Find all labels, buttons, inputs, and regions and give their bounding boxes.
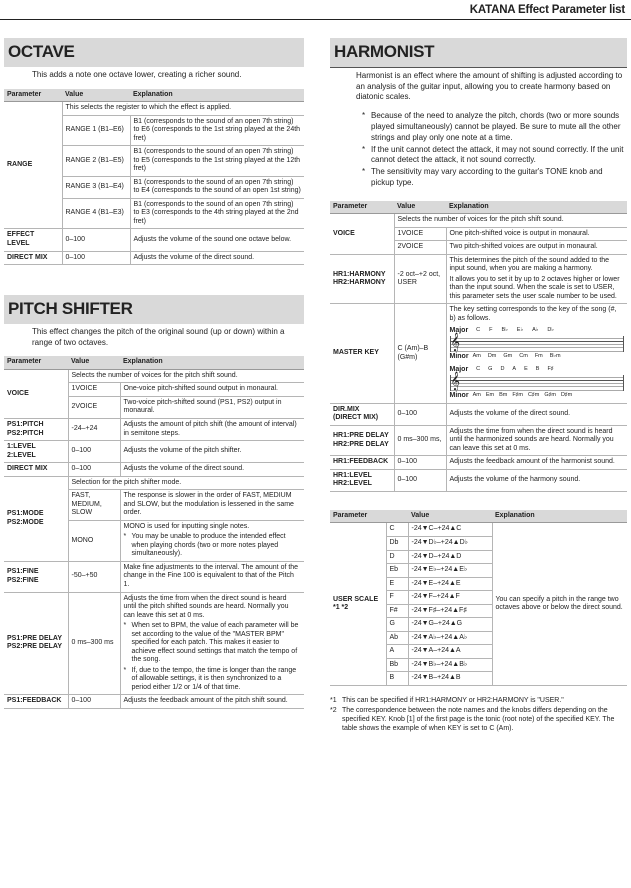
pitch-shifter-title: PITCH SHIFTER (4, 295, 304, 324)
param-line: PS1:MODE (7, 510, 44, 518)
list-item: * If the unit cannot detect the attack, it may not sound correctly. If the unit cannot detect the attack, it not sound correctly. (362, 145, 625, 167)
key-name: B♭m (549, 353, 561, 360)
note-cell: A (386, 645, 408, 659)
treble-clef-icon: 𝄞 (450, 371, 460, 391)
key-name: D♭ (547, 326, 554, 333)
param-cell (330, 425, 394, 456)
voice-intro: Selects the number of voices for the pitch shift sound. (394, 214, 627, 228)
major-label: Major (449, 365, 469, 373)
predelay-text: Adjusts the time from when the direct sound is heard until the pitch shifted sounds are heard. Normally you can leave this set at 0 ms. (123, 594, 289, 619)
predelay-note: * When set to BPM, the value of each parameter will be set according to the value of the "MASTER BPM" specified for each patch. This makes it easier to achieve effect sound settings that match the tempo of the song. (124, 622, 302, 665)
param-cell (4, 419, 68, 441)
footnote-text: This can be specified if HR1:HARMONY or HR2:HARMONY is "USER." (342, 696, 564, 704)
explanation-cell: Adjusts the time from when the direct sound is heard until the harmonized sounds are heard. Normally you can leave this set at 0 ms. (446, 425, 627, 456)
param-line: HR1:LEVEL (333, 471, 372, 479)
key-name: E♭ (516, 326, 524, 333)
table-row (4, 476, 304, 490)
explanation-cell: B1 (corresponds to the sound of an open 7th string) to E4 (corresponds to the sound of an open 1st string) (130, 176, 304, 198)
octave-intro: This adds a note one octave lower, creating a richer sound. (32, 69, 242, 79)
explanation-cell (120, 520, 304, 561)
param-line: USER SCALE (333, 595, 379, 603)
col-explanation: Explanation (492, 510, 627, 523)
value-cell: RANGE 3 (B1–E4) (62, 176, 130, 198)
table-row (330, 469, 627, 491)
key-name: F (489, 326, 493, 333)
staff-flats (450, 332, 625, 352)
note-cell: C (386, 523, 408, 537)
param-line: PS2:MODE (7, 518, 44, 526)
value-cell: 0–100 (62, 229, 130, 251)
explanation-cell: Adjusts the volume of the direct sound. (120, 463, 304, 477)
key-name: D (500, 365, 505, 372)
param-line: 1:LEVEL (7, 443, 36, 451)
col-explanation: Explanation (130, 89, 304, 102)
key-name: G (488, 365, 493, 372)
key-signature-flats (450, 327, 625, 362)
key-name: Am (472, 392, 481, 399)
table-row (330, 425, 627, 456)
value-cell: C (Am)–B (G#m) (394, 304, 446, 403)
param-cell: MASTER KEY (330, 304, 394, 403)
value-cell: RANGE 4 (B1–E3) (62, 198, 130, 229)
explanation-cell: Adjusts the amount of pitch shift (the amount of interval) in semitone steps. (120, 419, 304, 441)
key-name: D♯m (560, 392, 573, 399)
value-cell: -24▼A–+24▲A (408, 645, 492, 659)
param-cell (4, 441, 68, 463)
explanation-cell: Two-voice pitch-shifted sound (PS1, PS2) output in monaural. (120, 396, 304, 418)
value-cell: 0–100 (394, 403, 446, 425)
value-cell: -24▼E♭–+24▲E♭ (408, 564, 492, 578)
explanation-cell: The response is slower in the order of FAST, MEDIUM and SLOW, but the modulation is lessened in the same order. (120, 490, 304, 521)
explanation-cell: B1 (corresponds to the sound of an open 7th string) to E6 (corresponds to the 1st string played at the 24th fret) (130, 115, 304, 146)
explanation-cell: B1 (corresponds to the sound of an open 7th string) to E3 (corresponds to the 4th string played at the 2nd fret) (130, 198, 304, 229)
footnote-mark: *2 (330, 706, 337, 714)
value-cell: 0–100 (68, 463, 120, 477)
value-cell: 0–100 (68, 695, 120, 709)
note-cell: Bb (386, 658, 408, 672)
param-cell (4, 592, 68, 695)
value-cell: FAST, MEDIUM, SLOW (68, 490, 120, 521)
value-cell: -24▼E–+24▲E (408, 577, 492, 591)
param-cell: EFFECT LEVEL (4, 229, 62, 251)
harmony-text: This determines the pitch of the sound added to the input sound, when you are making a harmony. (449, 256, 610, 273)
explanation-cell: Adjusts the volume of the harmony sound. (446, 469, 627, 491)
table-row (4, 695, 304, 709)
flat-minor-keys (473, 353, 561, 362)
value-cell: -24▼B♭–+24▲B♭ (408, 658, 492, 672)
value-cell: -24▼F–+24▲F (408, 591, 492, 605)
explanation-cell: Adjusts the volume of the sound one octave below. (130, 229, 304, 251)
harmonist-title: HARMONIST (330, 38, 627, 68)
param-line: HR1:PRE DELAY (333, 432, 389, 439)
param-line: PS1:PRE DELAY (7, 634, 62, 642)
col-param: Parameter (4, 356, 68, 369)
value-cell: RANGE 2 (B1–E5) (62, 146, 130, 177)
value-cell: 0–100 (62, 251, 130, 265)
explanation-cell: Adjusts the volume of the direct sound. (130, 251, 304, 265)
key-name: G♯m (544, 392, 556, 399)
pitch-shifter-table (4, 356, 304, 709)
key-name: F♯ (547, 365, 554, 372)
key-name: Cm (519, 353, 528, 360)
key-name: Dm (487, 353, 497, 360)
table-row (4, 561, 304, 592)
pitch-shifter-intro: This effect changes the pitch of the original sound (up or down) within a range of two octaves. (32, 326, 285, 347)
explanation-cell: One pitch-shifted voice is output in monaural. (446, 227, 627, 241)
key-name: Bm (499, 392, 508, 399)
table-row (4, 463, 304, 477)
value-cell: -24▼G–+24▲G (408, 618, 492, 632)
note-cell: F (386, 591, 408, 605)
param-range: RANGE (4, 102, 62, 229)
right-column (330, 38, 627, 734)
value-cell: -24▼C–+24▲C (408, 523, 492, 537)
col-value: Value (68, 356, 120, 369)
value-cell: -24▼D–+24▲D (408, 550, 492, 564)
param-voice: VOICE (330, 214, 394, 255)
param-line: HR2:PRE DELAY (333, 440, 389, 448)
note-cell: E (386, 577, 408, 591)
table-row (330, 214, 627, 228)
value-cell: -24▼F♯–+24▲F♯ (408, 604, 492, 618)
explanation-cell (446, 304, 627, 403)
explanation-cell: Two pitch-shifted voices are output in monaural. (446, 241, 627, 255)
param-line: HR2:LEVEL (333, 480, 372, 488)
mono-text: MONO is used for inputting single notes. (123, 522, 250, 530)
param-cell: DIRECT MIX (4, 463, 68, 477)
mono-note: * You may be unable to produce the intended effect when playing chords (two or more notes played simultaneously). (124, 533, 302, 559)
table-header (4, 356, 304, 369)
param-cell (4, 476, 68, 561)
param-cell (330, 403, 394, 425)
key-name: C♯m (528, 392, 540, 399)
table-row (330, 456, 627, 470)
explanation-cell (446, 254, 627, 304)
sharp-major-keys (476, 366, 553, 375)
param-cell (4, 561, 68, 592)
note-cell: B (386, 672, 408, 686)
col-value: Value (394, 201, 446, 214)
key-name: Am (472, 353, 481, 360)
table-row (4, 102, 304, 116)
table-row (330, 403, 627, 425)
value-cell: RANGE 1 (B1–E6) (62, 115, 130, 146)
key-name: E (524, 365, 528, 372)
table-row (330, 254, 627, 304)
table-row (4, 419, 304, 441)
key-name: A (512, 365, 517, 372)
value-cell: 2VOICE (394, 241, 446, 255)
voice-intro: Selects the number of voices for the pitch shift sound. (68, 369, 304, 383)
user-scale-table (330, 510, 627, 686)
col-explanation: Explanation (446, 201, 627, 214)
staff-sharps (450, 371, 625, 391)
footnote-text: The correspondence between the note names and the knobs differs depending on the specified KEY. Knob [1] of the first page is the tonic (root note) of the specified KEY. The table shows the example of when KEY is set to C (Am). (342, 706, 615, 733)
flat-major-keys (476, 327, 554, 336)
key-name: F♯m (512, 392, 524, 399)
value-cell: 0 ms–300 ms, (394, 425, 446, 456)
footnotes (330, 696, 627, 733)
param-cell: DIRECT MIX (4, 251, 62, 265)
list-item: * The sensitivity may vary according to the guitar's TONE knob and pickup type. (362, 167, 625, 189)
key-signature-sharps (450, 366, 625, 401)
user-scale-body (330, 523, 627, 685)
table-header (330, 510, 627, 523)
table-header (4, 89, 304, 102)
key-name: C (476, 365, 481, 372)
param-line: (DIRECT MIX) (333, 414, 379, 422)
range-intro: This selects the register to which the effect is applied. (62, 102, 304, 116)
param-cell: PS1:FEEDBACK (4, 695, 68, 709)
harmonist-table (330, 201, 627, 492)
title-rule (0, 19, 631, 20)
param-marks: *1 *2 (333, 604, 349, 612)
col-value: Value (62, 89, 130, 102)
param-line: HR1:HARMONY (333, 270, 386, 278)
major-label: Major (449, 326, 469, 334)
explanation-cell: Adjusts the volume of the pitch shifter. (120, 441, 304, 463)
left-column (4, 38, 304, 709)
key-name: B (535, 365, 540, 372)
sharp-minor-keys (473, 392, 573, 401)
explanation-cell: Adjusts the volume of the direct sound. (446, 403, 627, 425)
table-row (4, 229, 304, 251)
note-cell: D (386, 550, 408, 564)
value-cell: 0–100 (394, 456, 446, 470)
value-cell: 2VOICE (68, 396, 120, 418)
key-name: Gm (503, 353, 513, 360)
note-cell: Eb (386, 564, 408, 578)
value-cell: 1VOICE (394, 227, 446, 241)
table-row (330, 304, 627, 403)
treble-clef-icon: 𝄞 (450, 332, 460, 352)
minor-label: Minor (449, 353, 469, 361)
minor-label: Minor (449, 392, 469, 400)
value-cell: -2 oct–+2 oct, USER (394, 254, 446, 304)
param-user-scale (330, 523, 386, 685)
param-line: PS2:FINE (7, 576, 39, 584)
harmony-text: It allows you to set it by up to 2 octaves higher or lower than the input sound. When the scale is set to USER, this parameter sets the user scale number to be used. (449, 275, 620, 300)
mode-intro: Selection for the pitch shifter mode. (68, 476, 304, 490)
masterkey-text: The key setting corresponds to the key of the song (#, b) as follows. (449, 306, 617, 323)
value-cell: 1VOICE (68, 383, 120, 397)
predelay-note: * If, due to the tempo, the time is longer than the range of allowable settings, it is then synchronized to a period either 1/2 or 1/4 of that time. (124, 667, 302, 693)
explanation-cell: Adjusts the feedback amount of the harmonist sound. (446, 456, 627, 470)
explanation-cell: Make fine adjustments to the interval. The amount of the change in the Fine 100 is equivalent to that of the Pitch 1. (120, 561, 304, 592)
table-row (4, 441, 304, 463)
key-name: Em (485, 392, 495, 399)
param-line: PS2:PRE DELAY (7, 643, 62, 651)
footnote (330, 706, 623, 733)
value-cell: -24▼D♭–+24▲D♭ (408, 536, 492, 550)
explanation-cell (120, 592, 304, 695)
value-cell: 0 ms–300 ms (68, 592, 120, 695)
footnote-mark: *1 (330, 696, 337, 704)
explanation-cell: B1 (corresponds to the sound of an open 7th string) to E5 (corresponds to the 1st string played at the 12th fret) (130, 146, 304, 177)
key-name: A♭ (532, 326, 539, 333)
octave-title: OCTAVE (4, 38, 304, 67)
table-row (330, 523, 627, 537)
param-line: DIR.MIX (333, 405, 360, 413)
value-cell: -50–+50 (68, 561, 120, 592)
value-cell: -24▼B–+24▲B (408, 672, 492, 686)
value-cell: MONO (68, 520, 120, 561)
param-line: HR2:HARMONY (333, 279, 386, 287)
table-row (4, 369, 304, 383)
value-cell: 0–100 (394, 469, 446, 491)
harmonist-notes (330, 111, 627, 189)
param-line: PS1:FINE (7, 568, 39, 576)
key-name: B♭ (501, 326, 508, 333)
param-line: PS1:PITCH (7, 421, 44, 429)
note-cell: F# (386, 604, 408, 618)
harmonist-intro: Harmonist is an effect where the amount of shifting is adjusted according to an analysis of the guitar input, allowing you to create harmony based on diatonic scales. (356, 70, 623, 102)
explanation-cell: One-voice pitch-shifted sound output in monaural. (120, 383, 304, 397)
note-cell: Db (386, 536, 408, 550)
col-param: Parameter (4, 89, 62, 102)
list-item: * Because of the need to analyze the pitch, chords (two or more sounds played simultaneously) cannot be played. Be sure to mute all the other strings and play only one note at a time. (362, 111, 625, 143)
param-voice: VOICE (4, 369, 68, 418)
table-row (4, 251, 304, 265)
param-line: 2:LEVEL (7, 451, 36, 459)
table-header (330, 201, 627, 214)
param-cell (330, 254, 394, 304)
explanation-cell: Adjusts the feedback amount of the pitch shift sound. (120, 695, 304, 709)
value-cell: 0–100 (68, 441, 120, 463)
note-cell: Ab (386, 631, 408, 645)
param-cell: HR1:FEEDBACK (330, 456, 394, 470)
col-explanation: Explanation (120, 356, 304, 369)
key-name: Fm (534, 353, 543, 360)
col-param: Parameter (330, 510, 408, 523)
col-value: Value (408, 510, 492, 523)
explanation-cell: You can specify a pitch in the range two octaves above or below the direct sound. (492, 523, 627, 685)
footnote (330, 696, 623, 705)
param-line: PS2:PITCH (7, 429, 44, 437)
col-param: Parameter (330, 201, 394, 214)
key-name: C (476, 326, 481, 333)
note-cell: G (386, 618, 408, 632)
value-cell: -24▼A♭–+24▲A♭ (408, 631, 492, 645)
param-cell (330, 469, 394, 491)
octave-table (4, 89, 304, 266)
page-title: KATANA Effect Parameter list (469, 4, 625, 16)
table-row (4, 592, 304, 695)
value-cell: -24–+24 (68, 419, 120, 441)
